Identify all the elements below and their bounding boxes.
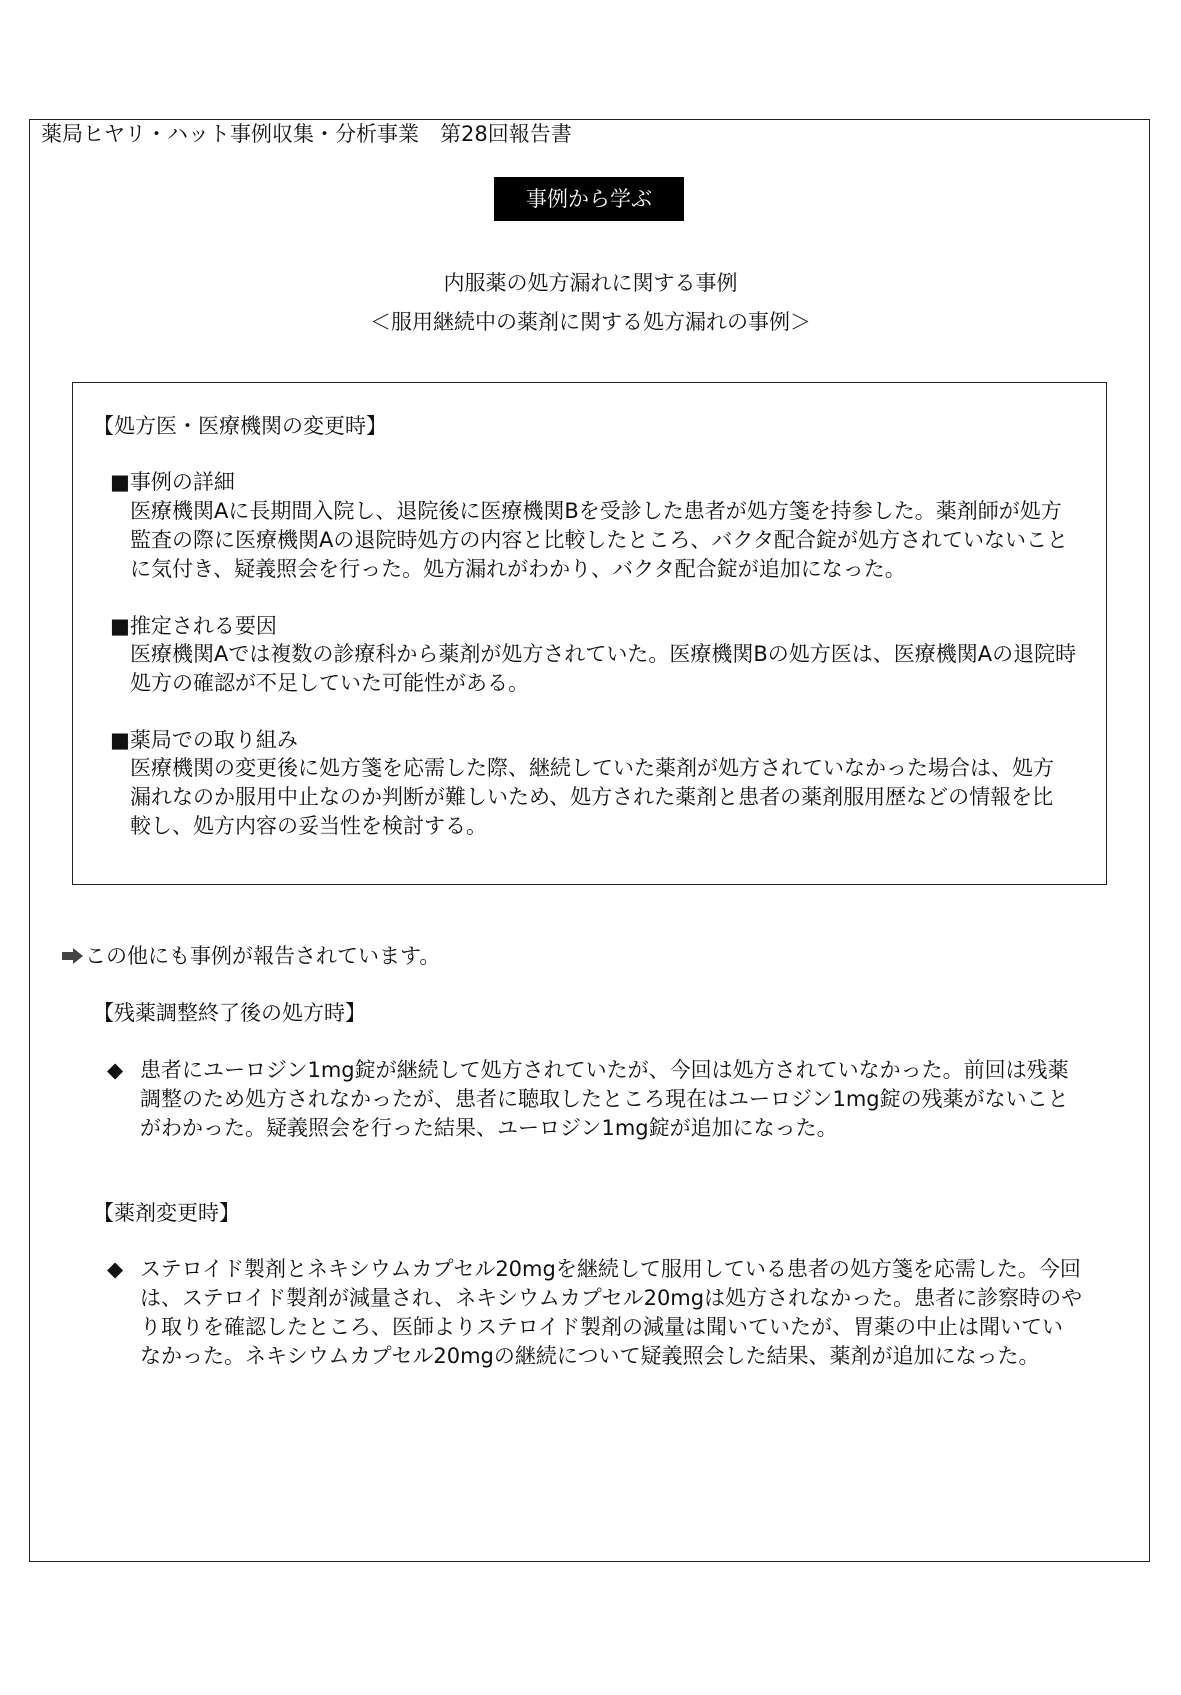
diamond-bullet-icon: ◆ — [107, 1058, 124, 1082]
text-line: 漏れなのか服用中止なのか判断が難しいため、処方された薬剤と患者の薬剤服用歴などの情報を比 — [130, 785, 1054, 809]
page-title: 内服薬の処方漏れに関する事例 — [443, 271, 738, 295]
text-line: り取りを確認したところ、医師よりステロイド製剤の減量は聞いていたが、胃薬の中止は聞いてい — [140, 1315, 1063, 1339]
section-body-measures — [130, 754, 1054, 841]
text-line: 監査の際に医療機関Aの退院時処方の内容と比較したところ、バクタ配合錠が処方されていないこと — [130, 528, 1068, 552]
section-heading-measures: ■薬局での取り組み — [110, 728, 298, 752]
text-line: 処方の確認が不足していた可能性がある。 — [130, 671, 529, 695]
section-badge: 事例から学ぶ — [494, 177, 684, 221]
other-cases-intro — [62, 942, 440, 971]
case-category: 【残薬調整終了後の処方時】 — [93, 1001, 366, 1025]
text-line: 医療機関の変更後に処方箋を応需した際、継続していた薬剤が処方されていなかった場合は、処方 — [130, 756, 1054, 780]
case-category: 【薬剤変更時】 — [93, 1201, 240, 1225]
text-line: 医療機関Aでは複数の診療科から薬剤が処方されていた。医療機関Bの処方医は、医療機関Aの退院時 — [130, 642, 1077, 666]
text-line: なかった。ネキシウムカプセル20mgの継続について疑義照会した結果、薬剤が追加になった。 — [140, 1344, 1040, 1368]
text-line: 患者にユーロジン1mg錠が継続して処方されていたが、今回は処方されていなかった。前回は残薬 — [140, 1058, 1069, 1082]
section-body-detail — [130, 497, 1068, 584]
page-subtitle: ＜服用継続中の薬剤に関する処方漏れの事例＞ — [370, 310, 811, 334]
text-line: は、ステロイド製剤が減量され、ネキシウムカプセル20mgは処方されなかった。患者に診察時のや — [140, 1286, 1083, 1310]
text-line: 調整のため処方されなかったが、患者に聴取したところ現在はユーロジン1mg錠の残薬がないこと — [140, 1087, 1069, 1111]
section-heading-detail: ■事例の詳細 — [110, 470, 235, 494]
section-body-cause — [130, 640, 1076, 698]
case-body — [140, 1056, 1069, 1143]
case-body — [140, 1255, 1082, 1371]
section-heading-cause: ■推定される要因 — [110, 614, 277, 638]
text-line: に気付き、疑義照会を行った。処方漏れがわかり、バクタ配合錠が追加になった。 — [130, 557, 906, 581]
text-line: 医療機関Aに長期間入院し、退院後に医療機関Bを受診した患者が処方箋を持参した。薬剤師が処方 — [130, 499, 1062, 523]
report-header: 薬局ヒヤリ・ハット事例収集・分析事業 第28回報告書 — [41, 122, 572, 146]
diamond-bullet-icon: ◆ — [107, 1257, 124, 1281]
text-line: ステロイド製剤とネキシウムカプセル20mgを継続して服用している患者の処方箋を応需した。今回 — [140, 1257, 1081, 1281]
arrow-right-icon — [62, 947, 84, 965]
text-line: 較し、処方内容の妥当性を検討する。 — [130, 814, 487, 838]
text-line: がわかった。疑義照会を行った結果、ユーロジン1mg錠が追加になった。 — [140, 1116, 838, 1140]
case-category: 【処方医・医療機関の変更時】 — [93, 414, 387, 438]
intro-text: この他にも事例が報告されています。 — [85, 944, 441, 968]
